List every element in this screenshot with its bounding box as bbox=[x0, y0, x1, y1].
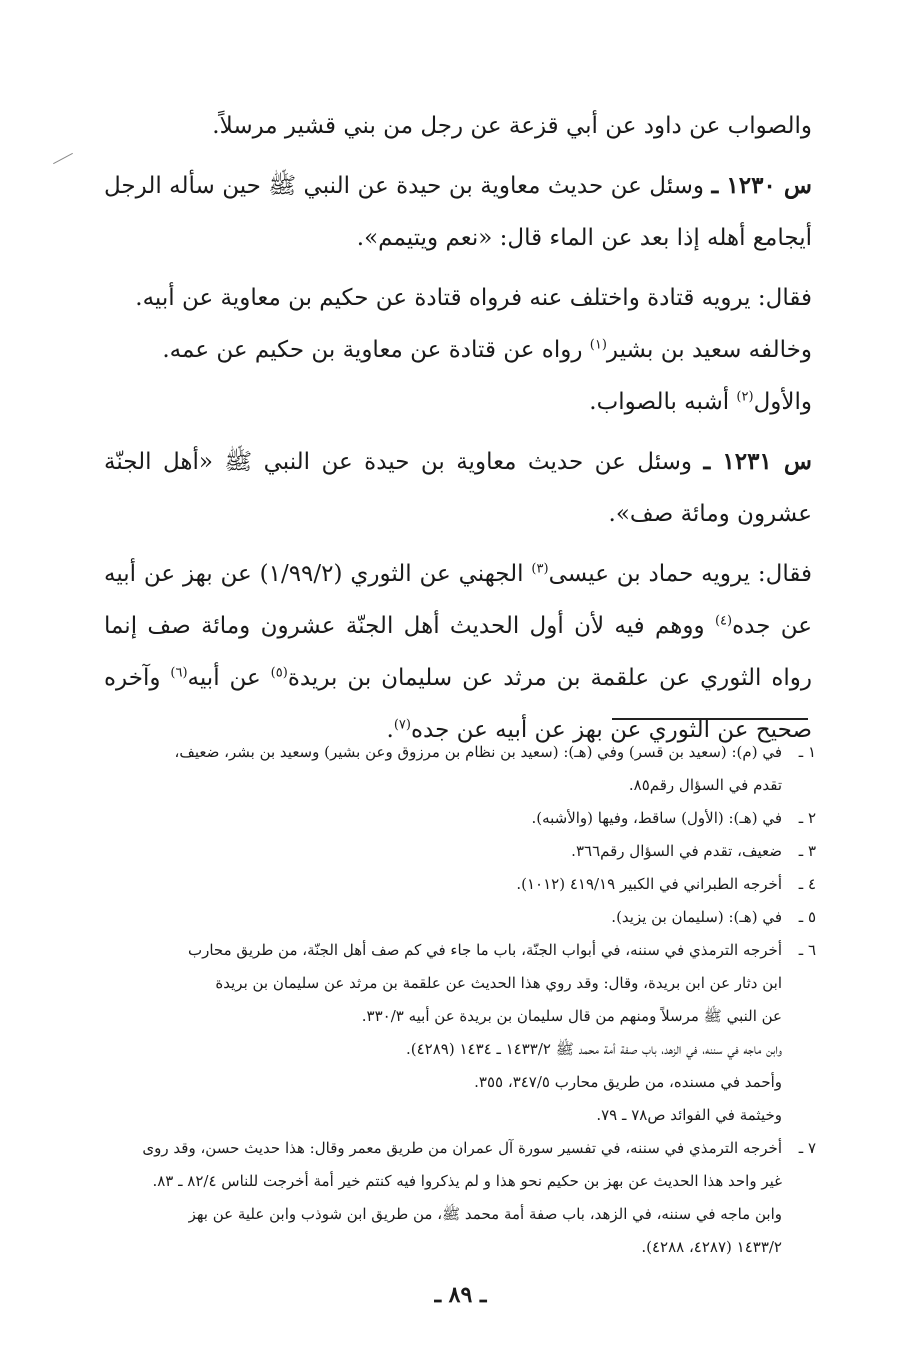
footnote-line: عن النبي ﷺ مرسلاً ومنهم من قال سليمان بن بريدة عن أبيه ٣٣٠/٣. bbox=[361, 1007, 782, 1025]
answer-line: رواه عن قتادة عن معاوية بن حكيم عن عمه. bbox=[162, 337, 583, 363]
answer-line: وخالفه سعيد بن بشير bbox=[606, 337, 812, 363]
footnote-number: ١ ـ bbox=[798, 743, 816, 761]
footnote-text bbox=[104, 736, 782, 802]
question-1230 bbox=[104, 160, 812, 264]
footnote-text bbox=[104, 1132, 782, 1264]
footnote-line: ضعيف، تقدم في السؤال رقم٣٦٦. bbox=[571, 842, 782, 860]
footnote-line: في (هـ): (سليمان بن يزيد). bbox=[611, 908, 782, 926]
footnote-line: وأحمد في مسنده، من طريق محارب ٣٤٧/٥، ٣٥٥. bbox=[474, 1073, 782, 1091]
question-1231 bbox=[104, 436, 812, 540]
intro-line: والصواب عن داود عن أبي قزعة عن رجل من بني قشير مرسلاً. bbox=[212, 113, 812, 139]
answer-line: أشبه بالصواب. bbox=[589, 389, 730, 415]
stray-mark bbox=[53, 153, 73, 164]
main-text bbox=[104, 100, 812, 756]
footnote-ref[interactable]: (٤) bbox=[714, 613, 733, 629]
question-number: س ١٢٣١ ـ bbox=[703, 448, 812, 475]
question-text: وسئل عن حديث معاوية بن حيدة عن النبي ﷺ «أهل الجنّة عشرون ومائة صف». bbox=[104, 449, 812, 527]
answer-text: الجهني عن الثوري (١/٩٩/٢) عن بهز عن أبيه عن جده bbox=[104, 561, 813, 639]
footnote-ref[interactable]: (٧) bbox=[393, 717, 411, 733]
footnote-1 bbox=[104, 736, 816, 802]
answer-text: ووهم فيه لأن أول الحديث أهل الجنّة عشرون ومائة صف إنما رواه الثوري عن علقمة بن مرثد عن سليمان بن بريدة bbox=[104, 613, 813, 691]
answer-line: والأول bbox=[753, 389, 812, 415]
footnote-text bbox=[104, 835, 782, 868]
footnote-line: في (م): (سعيد بن قسر) وفي (هـ): (سعيد بن نظام بن مرزوق وعن بشير) وسعيد بن بشر، ضعيف، bbox=[174, 743, 782, 761]
footnote-ref[interactable]: (٣) bbox=[531, 561, 549, 577]
footnotes bbox=[104, 736, 816, 1264]
footnote-line: وخيثمة في الفوائد ص٧٨ ـ ٧٩. bbox=[596, 1106, 782, 1124]
footnote-text bbox=[104, 868, 782, 901]
footnote-line: ١٤٣٣/٢ (٤٢٨٧، ٤٢٨٨). bbox=[641, 1238, 782, 1256]
footnote-4 bbox=[104, 868, 816, 901]
answer-text: عن أبيه bbox=[187, 665, 261, 691]
footnote-number: ٣ ـ bbox=[798, 842, 816, 860]
footnote-number: ٦ ـ bbox=[798, 941, 816, 959]
answer-line: فقال: يرويه قتادة واختلف عنه فرواه قتادة عن حكيم بن معاوية عن أبيه. bbox=[135, 285, 812, 311]
footnote-ref[interactable]: (٥) bbox=[270, 665, 288, 681]
question-number: س ١٢٣٠ ـ bbox=[711, 172, 813, 199]
answer-text: وآخره صحيح عن الثوري عن بهز عن أبيه عن جده bbox=[104, 665, 812, 743]
answer-1231 bbox=[104, 548, 812, 756]
footnote-text bbox=[104, 934, 782, 1132]
answer-1230 bbox=[104, 272, 812, 428]
footnote-line: أخرجه الترمذي في سننه، في أبواب الجنّة، باب ما جاء في كم صف أهل الجنّة، من طريق محارب bbox=[187, 941, 782, 959]
footnote-line: غير واحد هذا الحديث عن بهز بن حكيم نحو هذا و لم يذكروا فيه كنتم خير أمة أخرجت للناس ٨٢/٤ ـ ٨٣. bbox=[152, 1172, 782, 1190]
answer-text: فقال: يرويه حماد بن عيسى bbox=[548, 561, 813, 587]
footnote-separator bbox=[612, 718, 808, 720]
footnote-line: أخرجه الترمذي في سننه، في تفسير سورة آل عمران من طريق معمر وقال: هذا حديث حسن، وقد روى bbox=[142, 1139, 782, 1157]
page-number: ـ ٨٩ ـ bbox=[434, 1282, 487, 1308]
footnote-ref[interactable]: (٢) bbox=[736, 389, 754, 405]
footnote-number: ٤ ـ bbox=[798, 875, 816, 893]
footnote-number: ٢ ـ bbox=[798, 809, 816, 827]
footnote-line: أخرجه الطبراني في الكبير ٤١٩/١٩ (١٠١٢). bbox=[516, 875, 782, 893]
footnote-number: ٥ ـ bbox=[798, 908, 816, 926]
footnote-7 bbox=[104, 1132, 816, 1264]
footnote-6 bbox=[104, 934, 816, 1132]
footnote-line: في (هـ): (الأول) ساقط، وفيها (والأشبه). bbox=[531, 809, 782, 827]
footnote-5 bbox=[104, 901, 816, 934]
footnote-ref[interactable]: (٦) bbox=[170, 665, 188, 681]
paragraph-intro bbox=[104, 100, 812, 152]
footnote-line: ابن دثار عن ابن بريدة، وقال: وقد روي هذا الحديث عن علقمة بن مرثد عن سليمان بن بريدة bbox=[215, 974, 782, 992]
footnote-text bbox=[104, 802, 782, 835]
footnote-line: وابن ماجه في سننه، في الزهد، باب صفة أمة محمد ﷺ، من طريق ابن شوذب وابن علية عن بهز bbox=[188, 1205, 782, 1223]
footnote-2 bbox=[104, 802, 816, 835]
footnote-number: ٧ ـ bbox=[798, 1139, 816, 1157]
question-text: وسئل عن حديث معاوية بن حيدة عن النبي ﷺ حين سأله الرجل أيجامع أهله إذا بعد عن الماء قال: «نعم ويتيمم». bbox=[104, 173, 812, 251]
footnote-3 bbox=[104, 835, 816, 868]
footnote-line: تقدم في السؤال رقم٨٥. bbox=[628, 776, 782, 794]
footnote-ref[interactable]: (١) bbox=[589, 337, 607, 353]
punctuation: . bbox=[386, 717, 394, 743]
footnote-line: وابن ماجه في سننه، في الزهد، باب صفة أمة محمد ﷺ ١٤٣٣/٢ ـ ١٤٣٤ (٤٢٨٩). bbox=[405, 1040, 782, 1058]
footnote-text bbox=[104, 901, 782, 934]
